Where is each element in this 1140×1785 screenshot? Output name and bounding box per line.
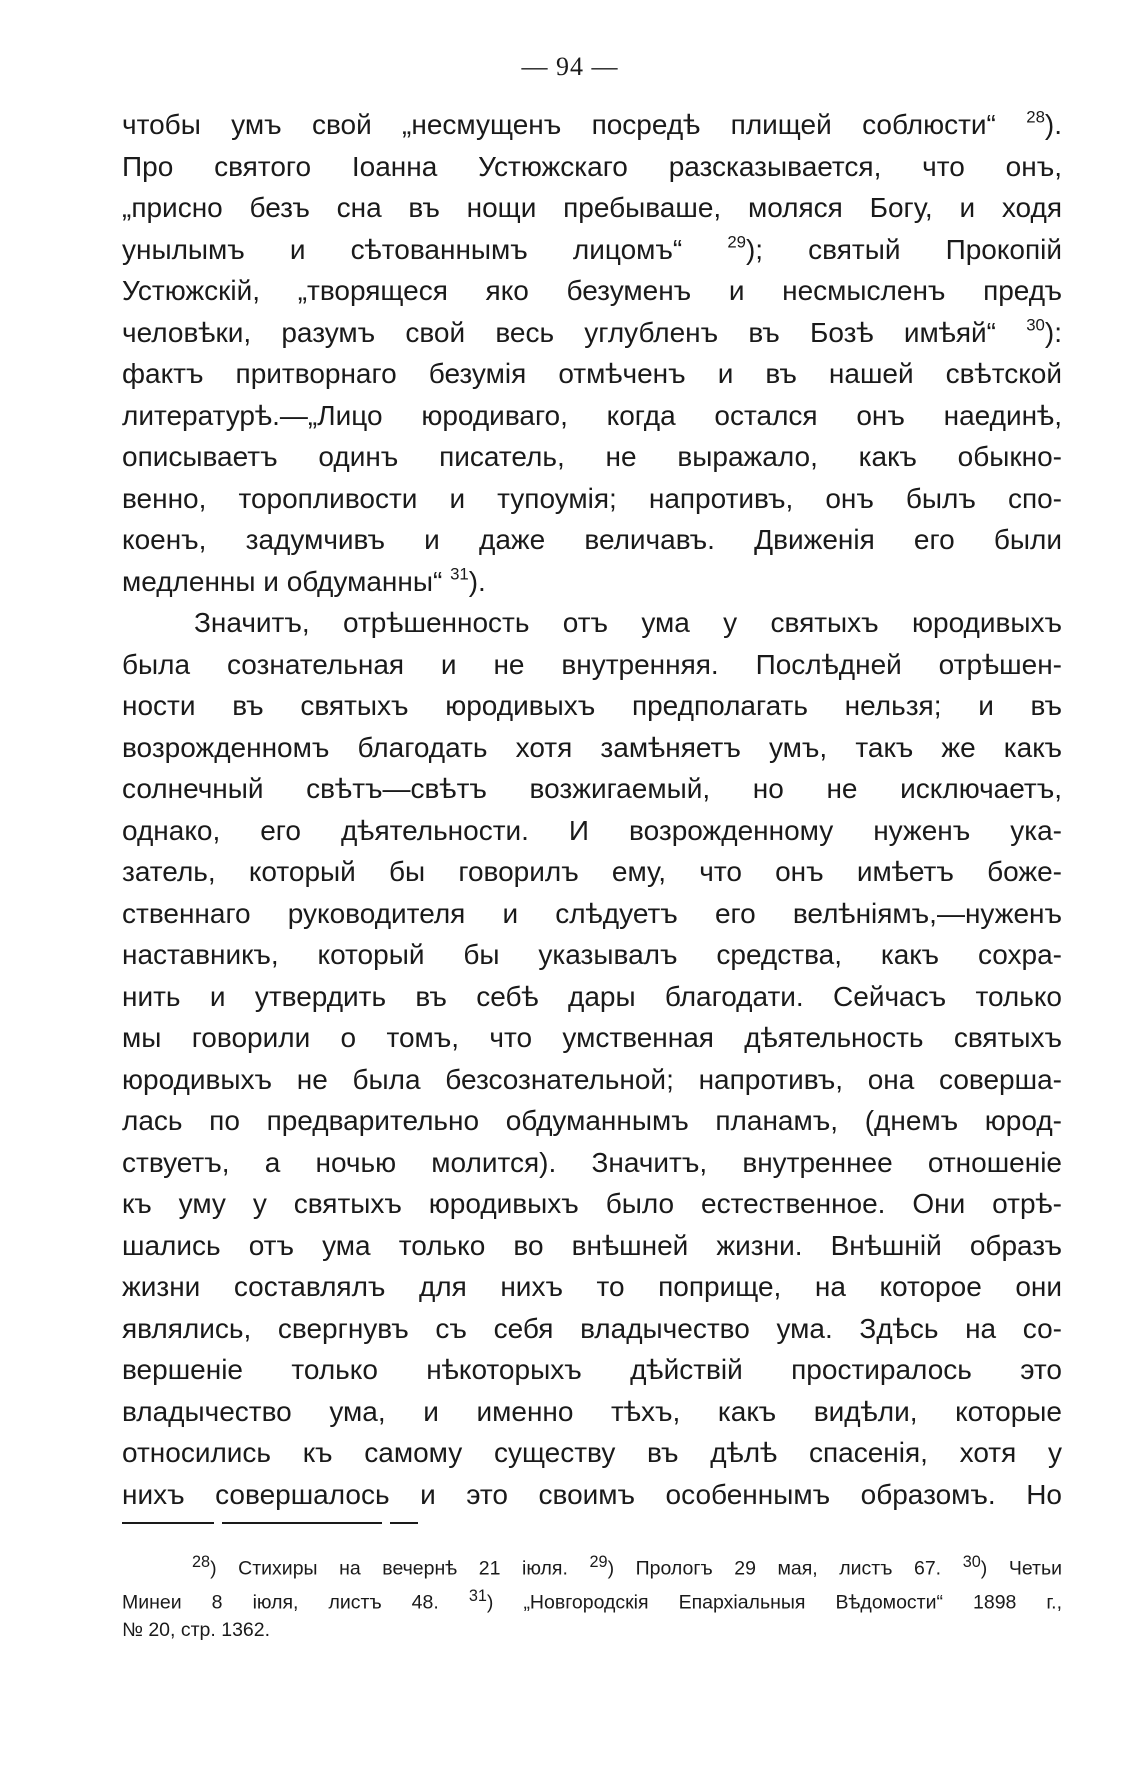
text-line: относились къ самому существу въ дѣлѣ спасенія, хотя у xyxy=(122,1437,1062,1468)
footnote-number: 28 xyxy=(192,1553,211,1571)
text-line: жизни составлялъ для нихъ то поприще, на которое они xyxy=(122,1271,1062,1302)
text-line: описываетъ одинъ писатель, не выражало, какъ обыкно- xyxy=(122,441,1062,472)
footnote-number: 30 xyxy=(962,1553,981,1571)
separator-segment xyxy=(222,1522,382,1524)
footnote-line: № 20, стр. 1362. xyxy=(122,1619,271,1641)
text-line: венно, торопливости и тупоумія; напротивъ, онъ былъ спо- xyxy=(122,482,1062,514)
separator-segment xyxy=(122,1522,214,1524)
separator-segment xyxy=(390,1522,418,1524)
footnote-separator xyxy=(122,1522,422,1526)
footnote-ref[interactable]: 29 xyxy=(727,231,746,251)
text-line: фактъ притворнаго безумія отмѣченъ и въ нашей свѣтской xyxy=(122,358,1062,389)
text-line: ности въ святыхъ юродивыхъ предполагать нельзя; и въ xyxy=(122,690,1062,721)
text-line: „присно безъ сна въ нощи пребываше, моляся Богу, и ходя xyxy=(122,192,1062,223)
text-line: владычество ума, и именно тѣхъ, какъ видѣли, которые xyxy=(122,1395,1062,1427)
footnote-number: 29 xyxy=(589,1553,608,1571)
text-line: человѣки, разумъ свой весь углубленъ въ Бозѣ имѣяй“ $^{30}$): xyxy=(122,314,1062,348)
page-number: — 94 — xyxy=(521,52,619,81)
text-line: затель, который бы говорилъ ему, что онъ имѣетъ боже- xyxy=(122,856,1062,887)
footnote-line: $^{28}$) Стихиры на вечернѣ 21 іюля. $^{29}$) Прологъ 29 мая, листъ 67. $^{30}$) Четьи xyxy=(192,1553,1063,1580)
text-line: Устюжскій, „творящеся яко безуменъ и несмысленъ предъ xyxy=(122,275,1062,306)
text-line: наставникъ, который бы указывалъ средства, какъ сохра- xyxy=(122,939,1062,970)
text-line: шались отъ ума только во внѣшней жизни. Внѣшній образъ xyxy=(122,1229,1062,1261)
text-line: чтобы умъ свой „несмущенъ посредѣ плищей соблюсти“ $^{28}$). xyxy=(122,107,1063,140)
text-line: нихъ совершалось и это своимъ особеннымъ образомъ. Но xyxy=(122,1478,1062,1510)
footnotes xyxy=(122,1545,1062,1647)
text-line: ствуетъ, а ночью молится). Значитъ, внутреннее отношеніе xyxy=(122,1146,1062,1178)
text-line: возрожденномъ благодать хотя замѣняетъ умъ, такъ же какъ xyxy=(122,731,1062,763)
footnote-ref[interactable]: 31 xyxy=(450,563,469,583)
text-line: литературѣ.—„Лицо юродиваго, когда остался онъ наединѣ, xyxy=(122,399,1062,431)
text-line: нить и утвердить въ себѣ дары благодати. Сейчасъ только xyxy=(122,980,1062,1012)
text-line: Про святого Іоанна Устюжскаго разсказывается, что онъ, xyxy=(122,150,1062,182)
text-line: унылымъ и сѣтованнымъ лицомъ“ $^{29}$); святый Прокопій xyxy=(122,231,1062,265)
text-line: мы говорили о томъ, что умственная дѣятельность святыхъ xyxy=(122,1022,1062,1053)
footnote-number: 31 xyxy=(468,1587,487,1605)
text-line: солнечный свѣтъ—свѣтъ возжигаемый, но не исключаетъ, xyxy=(122,773,1062,804)
text-line: юродивыхъ не была безсознательной; напротивъ, она соверша- xyxy=(122,1063,1062,1095)
footnote-ref[interactable]: 28 xyxy=(1026,107,1045,127)
text-line: къ уму у святыхъ юродивыхъ было естественное. Они отрѣ- xyxy=(122,1188,1062,1219)
text-line: коенъ, задумчивъ и даже величавъ. Движенія его были xyxy=(122,524,1062,555)
text-line: лась по предварительно обдуманнымъ планамъ, (днемъ юрод- xyxy=(122,1105,1062,1136)
text-line: однако, его дѣятельности. И возрожденному нуженъ ука- xyxy=(122,814,1062,846)
text-line: ственнаго руководителя и слѣдуетъ его велѣніямъ,—нуженъ xyxy=(122,897,1062,929)
footnote-ref[interactable]: 30 xyxy=(1026,314,1045,334)
text-line: являлись, свергнувъ съ себя владычество ума. Здѣсь на со- xyxy=(122,1312,1062,1344)
text-line: Значитъ, отрѣшенность отъ ума у святыхъ юродивыхъ xyxy=(194,607,1062,638)
main-text xyxy=(122,104,1062,1515)
text-line: была сознательная и не внутренняя. Послѣдней отрѣшен- xyxy=(122,648,1062,680)
text-line: медленны и обдуманны“ $^{31}$). xyxy=(122,563,486,597)
footnote-line: Минеи 8 іюля, листъ 48. $^{31}$) „Новгородскія Епархіальныя Вѣдомости“ 1898 г., xyxy=(122,1587,1063,1614)
text-line: вершеніе только нѣкоторыхъ дѣйствій простиралось это xyxy=(122,1354,1062,1385)
